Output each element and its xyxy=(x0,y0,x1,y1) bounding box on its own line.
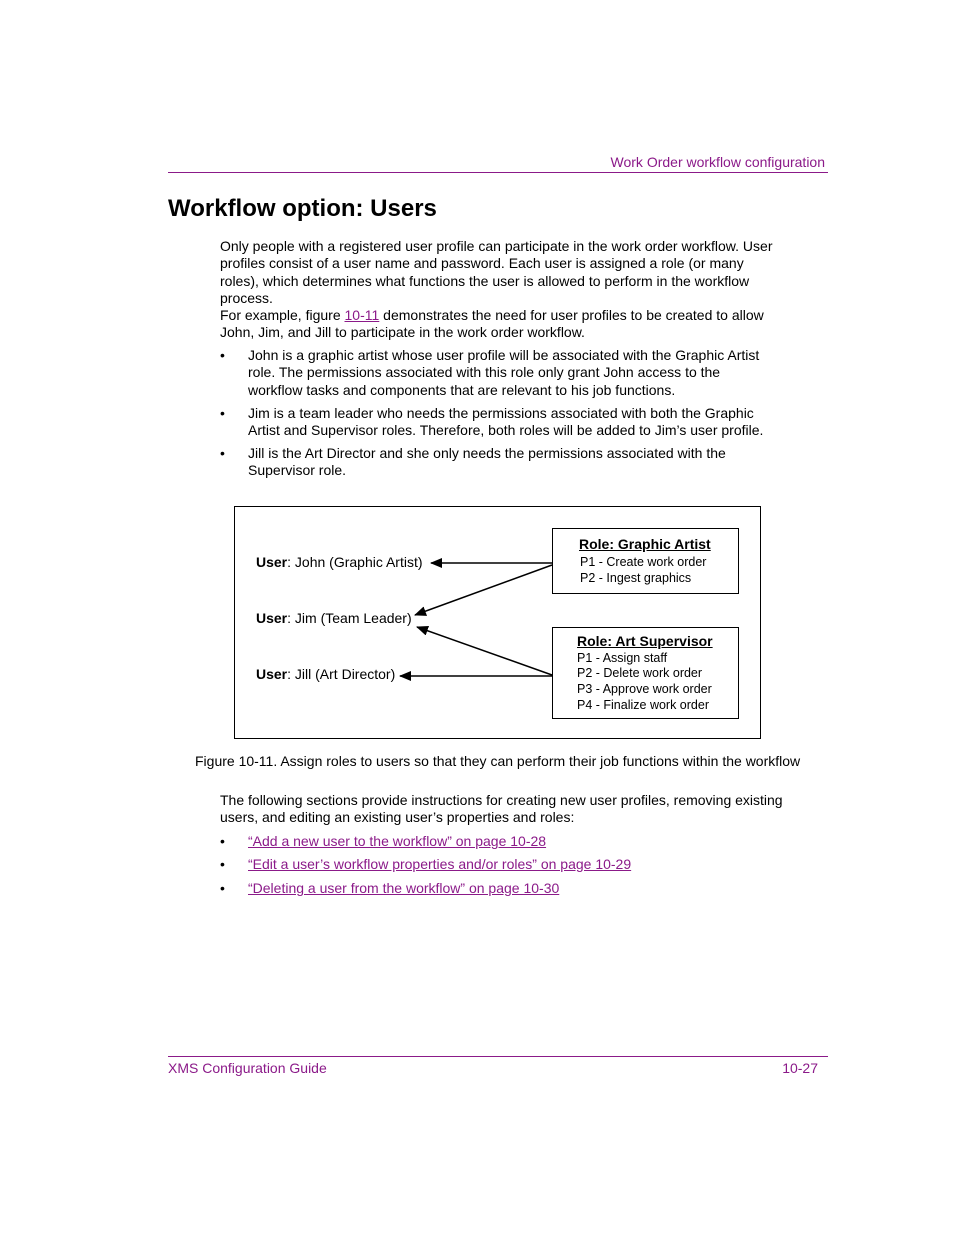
bullet-marker: • xyxy=(220,347,225,363)
link-delete-user[interactable]: “Deleting a user from the workflow” on page 10-30 xyxy=(248,880,560,896)
list-item xyxy=(220,405,785,440)
sections-intro-paragraph: The following sections provide instructions for creating new user profiles, removing existing users, and editing an existing user’s properties and roles: xyxy=(220,792,783,826)
list-item xyxy=(220,347,785,399)
page-title: Workflow option: Users xyxy=(168,195,437,222)
bullet-marker: • xyxy=(220,833,225,849)
bullet-marker: • xyxy=(220,405,225,421)
list-item xyxy=(220,833,785,851)
permission-item: P3 - Approve work order xyxy=(577,682,712,696)
bullet-marker: • xyxy=(220,445,225,461)
bullet-text: Jim is a team leader who needs the permissions associated with both the Graphic Artist and Supervisor roles. Therefore, both roles will be added to Jim’s user profile. xyxy=(248,405,764,439)
bullet-text: Jill is the Art Director and she only needs the permissions associated with the Supervisor role. xyxy=(248,445,726,479)
figure-diagram xyxy=(234,506,761,739)
intro-paragraph: Only people with a registered user profile can participate in the work order workflow. User profiles consist of a user name and password. Each user is assigned a role (or many roles), which determines what functions the user is allowed to perform in the workflow process. xyxy=(220,238,773,306)
user-name: : Jim (Team Leader) xyxy=(287,610,412,626)
user-jill-label xyxy=(256,666,395,682)
list-item xyxy=(220,445,785,480)
role-title: Role: Art Supervisor xyxy=(577,633,713,649)
user-jim-label xyxy=(256,610,412,626)
list-item xyxy=(220,880,785,898)
link-edit-user[interactable]: “Edit a user’s workflow properties and/or roles” on page 10-29 xyxy=(248,856,632,872)
figure-caption: Figure 10-11. Assign roles to users so that they can perform their job functions within the workflow xyxy=(195,753,801,769)
user-prefix: User xyxy=(256,554,288,570)
permission-item: P1 - Assign staff xyxy=(577,651,668,665)
user-john-label xyxy=(256,554,423,570)
bullet-text: John is a graphic artist whose user profile will be associated with the Graphic Artist role. The permissions associated with this role only grant John access to the workflow tasks and components that are relevant to his job functions. xyxy=(248,347,760,398)
running-head: Work Order workflow configuration xyxy=(610,154,825,170)
permission-item: P2 - Delete work order xyxy=(577,666,703,680)
example-paragraph xyxy=(220,307,785,342)
bullet-marker: • xyxy=(220,856,225,872)
user-name: : Jill (Art Director) xyxy=(287,666,396,682)
arrow-graphic-artist-to-jim xyxy=(415,565,552,615)
footer-rule xyxy=(168,1056,828,1057)
user-prefix: User xyxy=(256,610,288,626)
bullet-marker: • xyxy=(220,880,225,896)
role-art-supervisor-box xyxy=(552,627,739,719)
figure-reference-link[interactable]: 10-11 xyxy=(344,307,380,323)
user-name: : John (Graphic Artist) xyxy=(287,554,423,570)
permission-item: P2 - Ingest graphics xyxy=(580,571,692,585)
example-text-before: For example, figure xyxy=(220,307,345,323)
permission-item: P1 - Create work order xyxy=(580,555,707,569)
user-prefix: User xyxy=(256,666,288,682)
footer-guide-title: XMS Configuration Guide xyxy=(168,1060,327,1076)
link-add-user[interactable]: “Add a new user to the workflow” on page 10-28 xyxy=(248,833,547,849)
footer-page-number: 10-27 xyxy=(782,1060,818,1076)
example-text-after: demonstrates the need for user profiles to be created to allow John, Jim, and Jill to participate in the work order workflow. xyxy=(220,307,764,341)
permission-item: P4 - Finalize work order xyxy=(577,698,709,712)
header-rule xyxy=(168,172,828,173)
arrow-art-supervisor-to-jim xyxy=(417,627,552,675)
role-title: Role: Graphic Artist xyxy=(579,536,711,552)
list-item xyxy=(220,856,785,874)
role-graphic-artist-box xyxy=(552,528,739,594)
